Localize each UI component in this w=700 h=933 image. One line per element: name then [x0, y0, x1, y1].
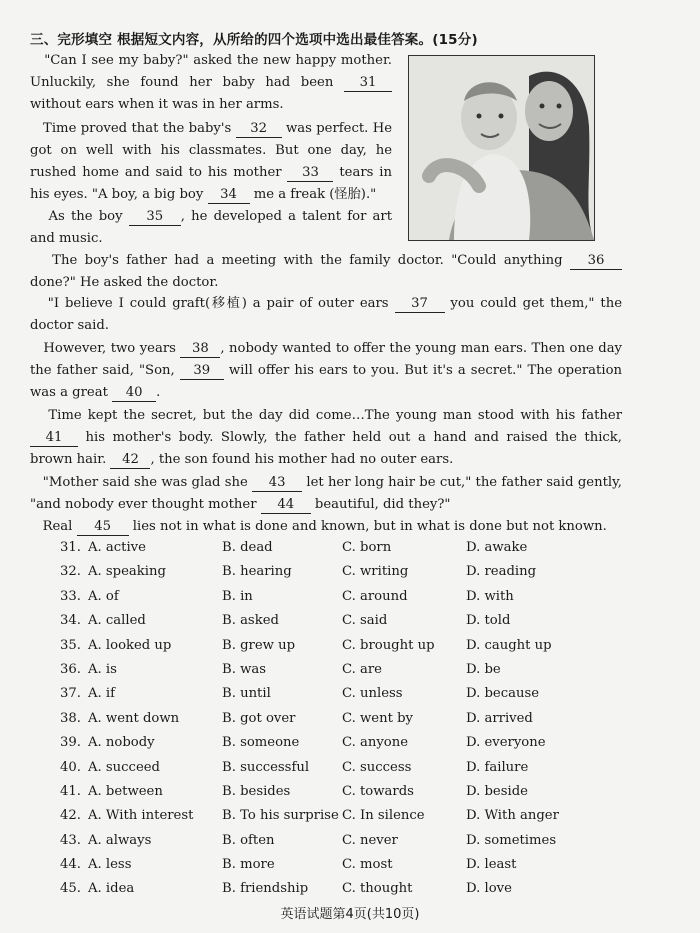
option-c[interactable]: C. around: [342, 588, 408, 604]
option-b[interactable]: B. someone: [222, 735, 300, 751]
p2-text-b: was perfect. He got on well with his classmates. But one day, he rushed home and said to his mother: [30, 121, 392, 180]
option-row: [40, 638, 640, 662]
option-c[interactable]: C. anyone: [342, 735, 409, 751]
option-a[interactable]: A. if: [88, 686, 116, 702]
option-c[interactable]: C. writing: [342, 564, 409, 580]
page-footer: 英语试题第4页(共10页): [280, 907, 420, 922]
option-a[interactable]: A. less: [88, 857, 132, 873]
option-b[interactable]: B. hearing: [222, 564, 292, 580]
blank-33: 33: [287, 165, 333, 182]
question-number: 45.: [60, 881, 81, 897]
option-d[interactable]: D. because: [466, 686, 540, 702]
option-row: [40, 613, 640, 637]
paragraph-3: [30, 206, 392, 250]
option-d[interactable]: D. arrived: [466, 710, 533, 726]
question-number: 39.: [60, 735, 81, 751]
option-c[interactable]: C. went by: [342, 710, 413, 726]
paragraph-8: [30, 472, 622, 516]
paragraph-7: [30, 405, 622, 471]
question-number: 42.: [60, 808, 81, 824]
blank-42: 42: [110, 452, 150, 469]
option-row: [40, 833, 640, 857]
p6-text-d: .: [156, 385, 161, 400]
p3-text-a: As the boy: [48, 209, 129, 224]
p6-text-a: However, two years: [43, 341, 181, 356]
option-d[interactable]: D. awake: [466, 540, 528, 555]
option-a[interactable]: A. succeed: [88, 759, 160, 775]
p2-text-d: me a freak (怪胎).": [249, 187, 377, 202]
paragraph-2: [30, 118, 392, 206]
p7-text-a: Time kept the secret, but the day did come…The young man stood with his father: [48, 408, 623, 423]
p8-text-c: beautiful, did they?": [310, 497, 451, 512]
question-number: 34.: [60, 613, 81, 629]
option-row: [40, 735, 640, 759]
option-row: [40, 686, 640, 710]
option-b[interactable]: B. more: [222, 857, 275, 873]
option-c[interactable]: C. towards: [342, 783, 414, 799]
mother-child-photo: [408, 55, 595, 241]
blank-31: 31: [344, 75, 392, 92]
option-b[interactable]: B. friendship: [222, 881, 309, 897]
question-number: 35.: [60, 637, 81, 653]
option-b[interactable]: B. often: [222, 832, 275, 848]
option-row: [40, 564, 640, 588]
option-d[interactable]: D. sometimes: [466, 832, 557, 848]
option-a[interactable]: A. of: [88, 588, 119, 604]
question-number: 43.: [60, 832, 81, 848]
option-c[interactable]: C. said: [342, 613, 388, 629]
blank-43: 43: [252, 475, 302, 492]
option-c[interactable]: C. never: [342, 832, 398, 848]
option-b[interactable]: B. besides: [222, 783, 291, 799]
option-a[interactable]: A. called: [88, 613, 146, 629]
option-row: [40, 662, 640, 686]
option-d[interactable]: D. least: [466, 857, 517, 873]
p5-text-b: you could get them," the doctor said.: [30, 296, 622, 333]
option-a[interactable]: A. active: [88, 540, 146, 555]
option-b[interactable]: B. in: [222, 588, 253, 604]
p6-text-b: , nobody wanted to offer the young man ears. Then one day the father said, "Son,: [30, 341, 623, 378]
p5-text-a: "I believe I could graft(移植) a pair of outer ears: [47, 296, 395, 311]
blank-40: 40: [112, 385, 156, 402]
question-number: 36.: [60, 661, 81, 677]
option-c[interactable]: C. thought: [342, 881, 413, 897]
option-c[interactable]: C. brought up: [342, 637, 435, 653]
option-d[interactable]: D. caught up: [466, 637, 552, 653]
question-number: 44.: [60, 857, 81, 873]
option-d[interactable]: D. reading: [466, 564, 537, 580]
options-list: [40, 540, 640, 906]
option-a[interactable]: A. looked up: [88, 637, 172, 653]
p2-text-a: Time proved that the baby's: [43, 121, 236, 136]
option-b[interactable]: B. until: [222, 686, 271, 702]
option-d[interactable]: D. told: [466, 613, 511, 629]
photo-illustration: [409, 56, 594, 240]
option-a[interactable]: A. always: [88, 832, 152, 848]
option-a[interactable]: A. With interest: [88, 808, 194, 824]
blank-41: 41: [30, 430, 78, 447]
option-c[interactable]: C. unless: [342, 686, 403, 702]
blank-32: 32: [236, 121, 282, 138]
question-number: 33.: [60, 588, 81, 604]
option-row: [40, 589, 640, 613]
option-d[interactable]: D. everyone: [466, 735, 546, 751]
option-b[interactable]: B. dead: [222, 540, 273, 555]
option-c[interactable]: C. success: [342, 759, 412, 775]
option-a[interactable]: A. speaking: [88, 564, 166, 580]
option-d[interactable]: D. be: [466, 661, 501, 677]
option-a[interactable]: A. is: [88, 661, 117, 677]
p8-text-a: "Mother said she was glad she: [42, 475, 253, 490]
paragraph-4: [30, 250, 622, 294]
option-b[interactable]: B. got over: [222, 710, 296, 726]
option-d[interactable]: D. failure: [466, 759, 529, 775]
option-c[interactable]: C. born: [342, 540, 392, 555]
option-a[interactable]: A. nobody: [88, 735, 155, 751]
option-row: [40, 857, 640, 881]
p1-text-a: "Can I see my baby?" asked the new happy mother. Unluckily, she found her baby had been: [30, 53, 392, 90]
question-number: 41.: [60, 783, 81, 799]
option-b[interactable]: B. successful: [222, 759, 310, 775]
option-b[interactable]: B. asked: [222, 613, 279, 629]
question-number: 37.: [60, 686, 81, 702]
option-b[interactable]: B. was: [222, 661, 266, 677]
question-number: 32.: [60, 564, 81, 580]
option-row: [40, 784, 640, 808]
option-row: [40, 808, 640, 832]
blank-45: 45: [77, 519, 129, 536]
option-a[interactable]: A. between: [88, 783, 163, 799]
p4-text-b: done?" He asked the doctor.: [30, 275, 219, 290]
p7-text-b: his mother's body. Slowly, the father held out a hand and raised the thick, brown hair.: [30, 430, 622, 467]
option-d[interactable]: D. with: [466, 588, 514, 604]
option-d[interactable]: D. beside: [466, 783, 528, 799]
option-d[interactable]: D. love: [466, 881, 512, 897]
p8-text-b: let her long hair be cut," the father said gently, "and nobody ever thought mother: [30, 475, 622, 512]
blank-44: 44: [261, 497, 311, 514]
option-c[interactable]: C. are: [342, 661, 382, 677]
option-b[interactable]: B. To his surprise: [222, 808, 339, 824]
p3-text-b: , he developed a talent for art and music.: [30, 209, 393, 246]
p6-text-c: will offer his ears to you. But it's a secret." The operation was a great: [30, 363, 622, 400]
blank-39: 39: [180, 363, 224, 380]
paragraph-6: [30, 338, 622, 404]
blank-36: 36: [570, 253, 622, 270]
question-number: 38.: [60, 710, 81, 726]
blank-38: 38: [180, 341, 220, 358]
p2-text-c: tears in his eyes. "A boy, a big boy: [30, 165, 392, 202]
option-d[interactable]: D. With anger: [466, 808, 559, 824]
blank-34: 34: [208, 187, 250, 204]
question-number: 31.: [60, 540, 81, 555]
p7-text-c: , the son found his mother had no outer ears.: [150, 452, 454, 467]
option-row: [40, 540, 640, 564]
option-row: [40, 760, 640, 784]
p4-text-a: The boy's father had a meeting with the family doctor. "Could anything: [52, 253, 571, 268]
p9-text-a: Real: [42, 519, 77, 534]
option-c[interactable]: C. In silence: [342, 808, 425, 824]
paragraph-1: [30, 50, 392, 116]
paragraph-5: [30, 293, 622, 337]
option-c[interactable]: C. most: [342, 857, 393, 873]
section-title: 三、完形填空 根据短文内容，从所给的四个选项中选出最佳答案。(15分): [30, 32, 478, 48]
option-a[interactable]: A. idea: [88, 881, 135, 897]
option-row: [40, 711, 640, 735]
blank-37: 37: [395, 296, 445, 313]
blank-35: 35: [129, 209, 181, 226]
paragraph-9: [30, 516, 622, 538]
question-number: 40.: [60, 759, 81, 775]
p9-text-b: lies not in what is done and known, but in what is done but not known.: [128, 519, 607, 534]
option-b[interactable]: B. grew up: [222, 637, 296, 653]
option-a[interactable]: A. went down: [88, 710, 180, 726]
p1-text-b: without ears when it was in her arms.: [30, 97, 284, 112]
